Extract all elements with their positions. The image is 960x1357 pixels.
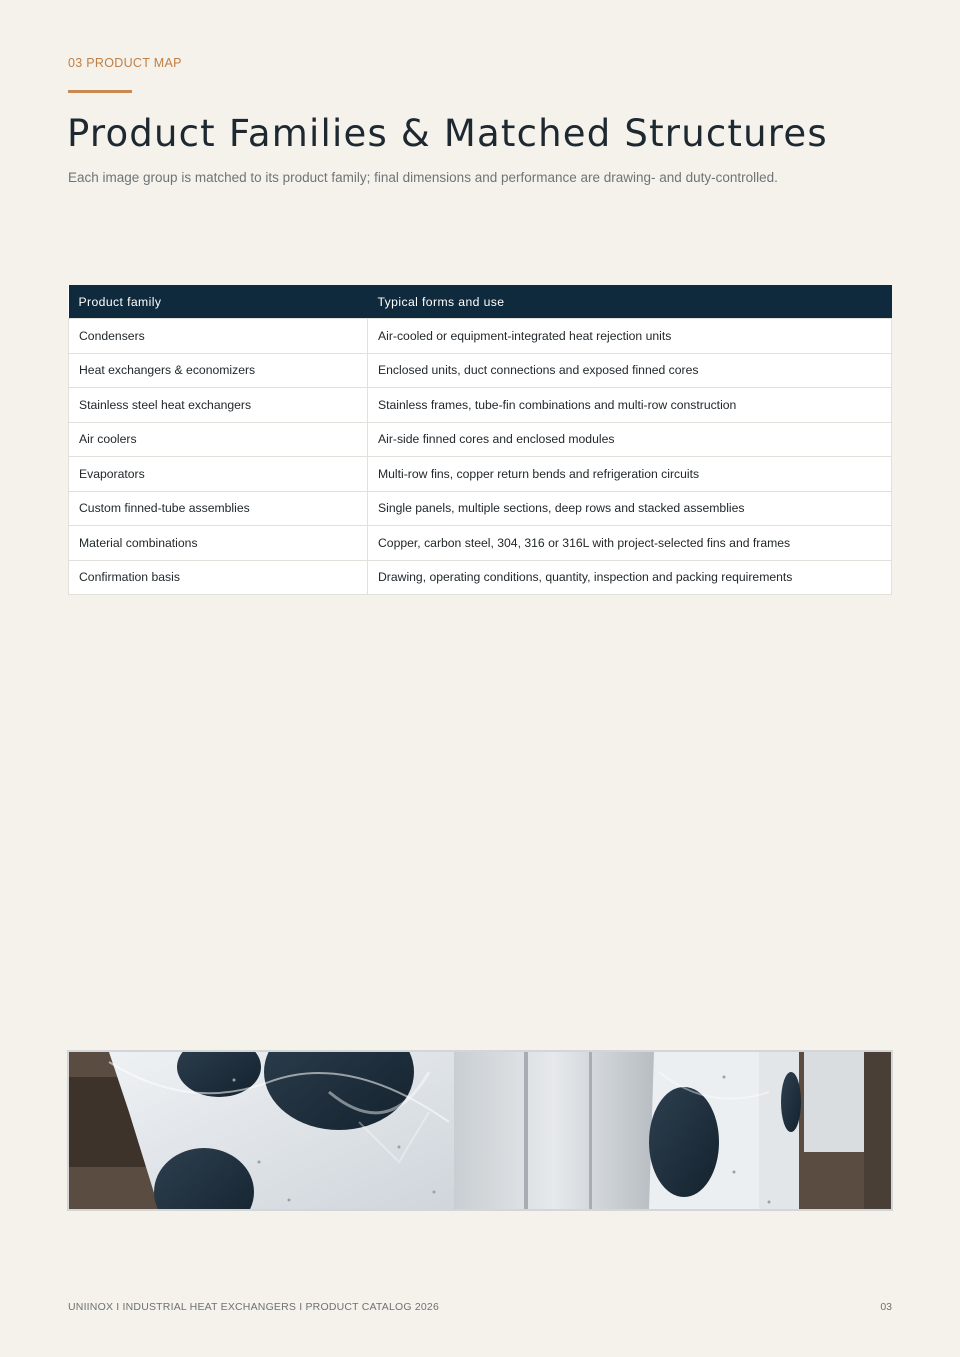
product-family-cell: Confirmation basis (69, 560, 368, 595)
column-header-typical-forms: Typical forms and use (368, 285, 892, 319)
typical-forms-cell: Air-cooled or equipment-integrated heat rejection units (368, 319, 892, 354)
table-row (69, 526, 892, 561)
table-row (69, 457, 892, 492)
product-family-cell: Stainless steel heat exchangers (69, 388, 368, 423)
typical-forms-cell: Copper, carbon steel, 304, 316 or 316L with project-selected fins and frames (368, 526, 892, 561)
product-family-cell: Air coolers (69, 422, 368, 457)
page-title: Product Families & Matched Structures (67, 112, 828, 155)
product-family-cell: Evaporators (69, 457, 368, 492)
accent-rule (68, 90, 132, 93)
typical-forms-cell: Drawing, operating conditions, quantity, inspection and packing requirements (368, 560, 892, 595)
column-header-product-family: Product family (69, 285, 368, 319)
table-row (69, 491, 892, 526)
table-row (69, 319, 892, 354)
table-row (69, 560, 892, 595)
footer-text: UNIINOX I INDUSTRIAL HEAT EXCHANGERS I PRODUCT CATALOG 2026 (68, 1301, 440, 1313)
product-family-cell: Condensers (69, 319, 368, 354)
product-family-cell: Heat exchangers & economizers (69, 353, 368, 388)
product-photo (67, 1050, 893, 1211)
product-photo-illustration (69, 1052, 891, 1209)
product-map-table (68, 285, 892, 595)
table-row (69, 353, 892, 388)
section-kicker: 03 PRODUCT MAP (68, 56, 182, 70)
product-family-cell: Custom finned-tube assemblies (69, 491, 368, 526)
typical-forms-cell: Stainless frames, tube-fin combinations and multi-row construction (368, 388, 892, 423)
typical-forms-cell: Single panels, multiple sections, deep rows and stacked assemblies (368, 491, 892, 526)
table-header-row (69, 285, 892, 319)
typical-forms-cell: Enclosed units, duct connections and exposed finned cores (368, 353, 892, 388)
table-row (69, 388, 892, 423)
product-family-cell: Material combinations (69, 526, 368, 561)
typical-forms-cell: Air-side finned cores and enclosed modules (368, 422, 892, 457)
page-number: 03 (880, 1301, 892, 1313)
table-row (69, 422, 892, 457)
typical-forms-cell: Multi-row fins, copper return bends and refrigeration circuits (368, 457, 892, 492)
page-subtitle: Each image group is matched to its product family; final dimensions and performance are drawing- and duty-controlled. (68, 170, 778, 185)
